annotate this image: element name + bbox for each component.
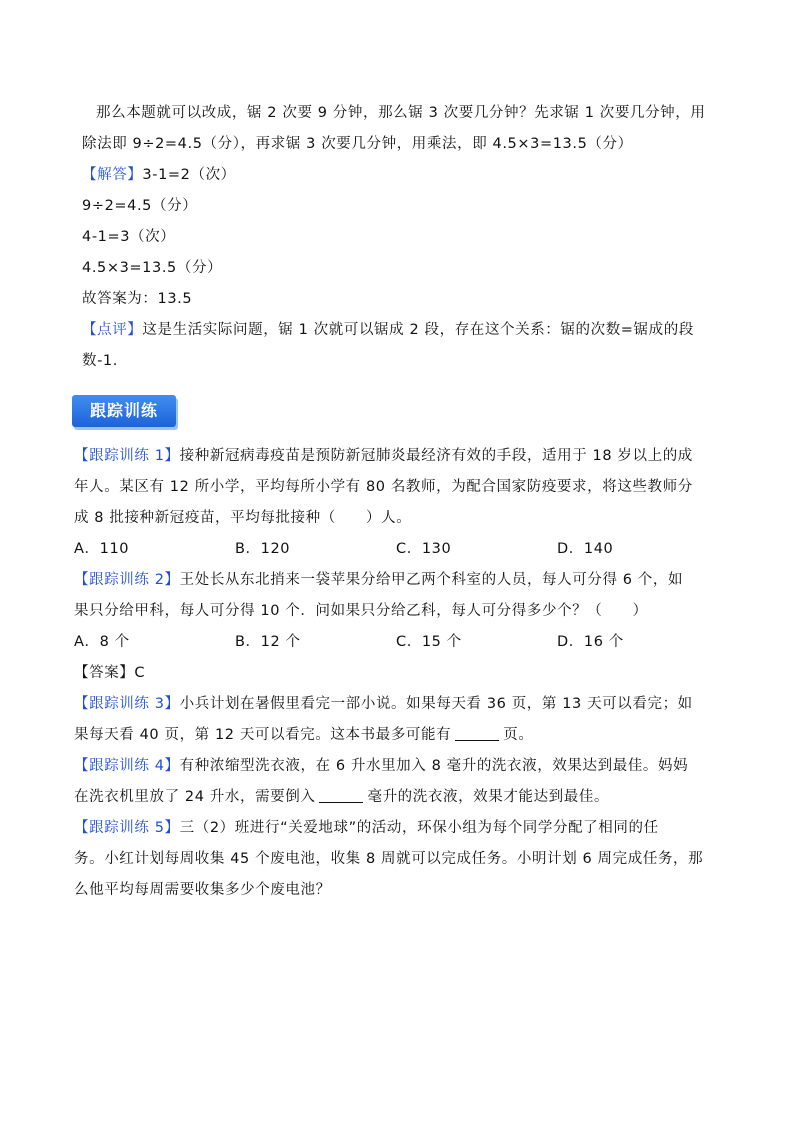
exercise-4-line-2 — [74, 787, 609, 807]
exercise-5-line-3: 么他平均每周需要收集多少个废电池？ — [74, 882, 331, 898]
exercise-1-option-b: B．120 — [235, 541, 291, 557]
answer-calc-4: 4.5×3=13.5（分） — [82, 260, 223, 276]
exercise-2-text: 王处长从东北捎来一袋苹果分给甲乙两个科室的人员，每人可分得 6 个，如 — [179, 572, 684, 588]
exercise-2-option-a: A．8 个 — [74, 634, 130, 650]
exercise-2-tag: 【跟踪训练 2】 — [74, 572, 180, 588]
solution-analysis-line-2: 除法即 9÷2=4.5（分），再求锯 3 次要几分钟，用乘法，即 4.5×3=13.5（分） — [82, 136, 633, 152]
exercise-4-line-1 — [74, 756, 688, 776]
solution-analysis-line-1: 那么本题就可以改成，锯 2 次要 9 分钟，那么锯 3 次要几分钟？先求锯 1 次要几分钟，用 — [96, 105, 706, 121]
exercise-2-option-d: D．16 个 — [557, 634, 624, 650]
exercise-3-text-before-blank: 果每天看 40 页，第 12 天可以看完。这本书最多可能有 — [74, 727, 452, 743]
answer-calc-2: 9÷2=4.5（分） — [82, 198, 198, 214]
exercise-2-option-b: B．12 个 — [235, 634, 301, 650]
exercise-3-text: 小兵计划在暑假里看完一部小说。如果每天看 36 页，第 13 天可以看完；如 — [179, 696, 693, 712]
answer-tag: 【解答】 — [82, 167, 143, 183]
answer-calc-3: 4-1=3（次） — [82, 229, 176, 245]
exercise-5-text: 三（2）班进行“关爱地球”的活动，环保小组为每个同学分配了相同的任 — [179, 820, 659, 836]
exercise-1-option-d: D．140 — [557, 541, 614, 557]
exercise-1-line-1 — [74, 446, 693, 466]
exercise-5-line-1 — [74, 818, 659, 838]
final-answer: 故答案为：13.5 — [82, 291, 193, 307]
comment-line-2: 数-1. — [82, 353, 118, 369]
exercise-3-text-after-blank: 页。 — [503, 727, 534, 743]
exercise-4-text-after-blank: 毫升的洗衣液，效果才能达到最佳。 — [367, 789, 610, 805]
section-banner — [72, 395, 176, 427]
exercise-2-answer: 【答案】C — [74, 665, 146, 681]
section-title: 跟踪训练 — [89, 401, 158, 420]
exercise-1-tag: 【跟踪训练 1】 — [74, 448, 180, 464]
answer-line — [82, 165, 236, 185]
exercise-3-line-2 — [74, 725, 533, 745]
exercise-1-option-a: A．110 — [74, 541, 130, 557]
exercise-4-tag: 【跟踪训练 4】 — [74, 758, 180, 774]
comment-line-1 — [82, 320, 694, 340]
exercise-4-answer-blank[interactable] — [319, 788, 363, 803]
exercise-1-line-3: 成 8 批接种新冠疫苗，平均每批接种（ ）人。 — [74, 510, 412, 526]
exercise-3-answer-blank[interactable] — [455, 726, 499, 741]
exercise-5-line-2: 务。小红计划每周收集 45 个废电池，收集 8 周就可以完成任务。小明计划 6 周完成任务，那 — [74, 851, 704, 867]
exercise-2-line-2: 果只分给甲科，每人可分得 10 个．问如果只分给乙科，每人可分得多少个？（ ） — [74, 603, 648, 619]
exercise-1-line-2: 年人。某区有 12 所小学，平均每所小学有 80 名教师，为配合国家防疫要求，将这些教师分 — [74, 479, 693, 495]
comment-text: 这是生活实际问题，锯 1 次就可以锯成 2 段，存在这个关系：锯的次数=锯成的段 — [142, 322, 694, 338]
exercise-3-line-1 — [74, 694, 693, 714]
exercise-2-option-c: C．15 个 — [396, 634, 462, 650]
exercise-2-line-1 — [74, 570, 683, 590]
answer-calc-1: 3-1=2（次） — [142, 167, 236, 183]
exercise-3-tag: 【跟踪训练 3】 — [74, 696, 180, 712]
exercise-4-text-before-blank: 在洗衣机里放了 24 升水，需要倒入 — [74, 789, 316, 805]
exercise-4-text: 有种浓缩型洗衣液，在 6 升水里加入 8 毫升的洗衣液，效果达到最佳。妈妈 — [179, 758, 689, 774]
exercise-1-text: 接种新冠病毒疫苗是预防新冠肺炎最经济有效的手段，适用于 18 岁以上的成 — [179, 448, 693, 464]
exercise-1-option-c: C．130 — [396, 541, 452, 557]
comment-tag: 【点评】 — [82, 322, 143, 338]
exercise-5-tag: 【跟踪训练 5】 — [74, 820, 180, 836]
